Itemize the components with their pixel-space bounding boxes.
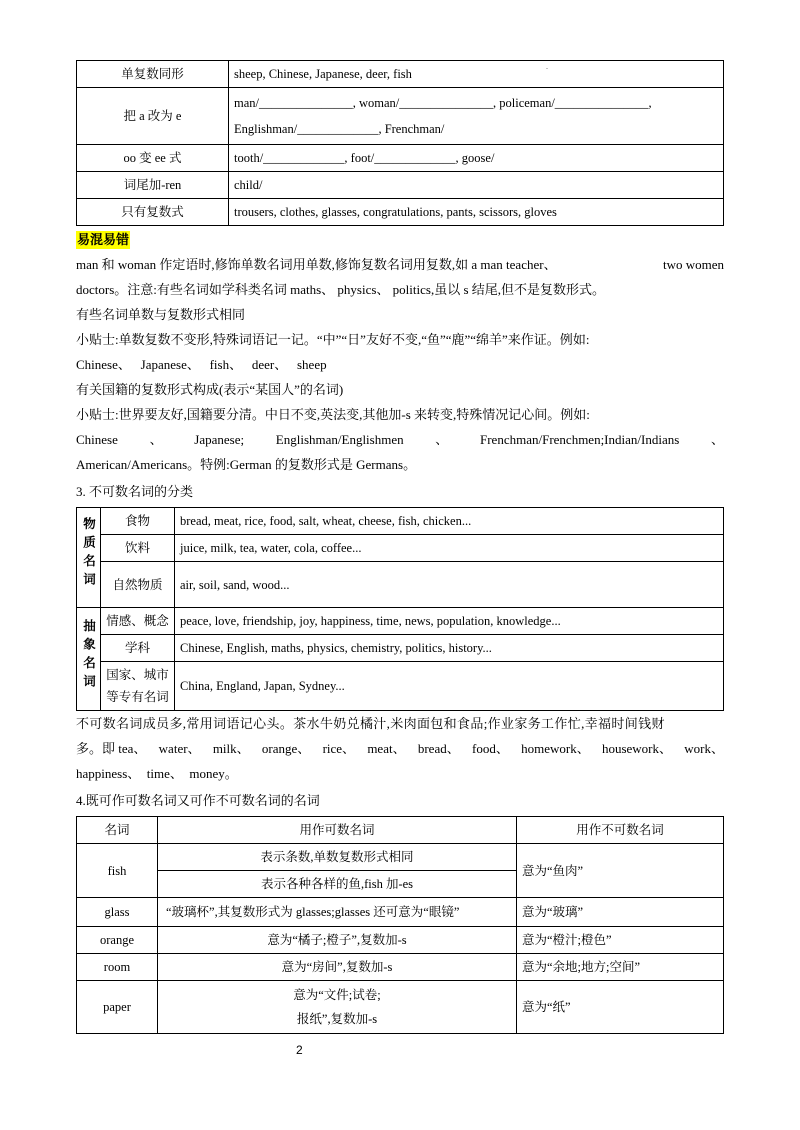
countable-cell: “玻璃杯”,其复数形式为 glasses;glasses 还可意为“眼镜” <box>158 898 517 927</box>
paragraph: American/Americans。特例:German 的复数形式是 Germans。 <box>76 457 417 472</box>
word: meat、 <box>367 741 406 756</box>
paragraph: doctors。注意:有些名词如学科类名词 maths、 physics、 politics,虽以 s 结尾,但不是复数形式。 <box>76 282 606 297</box>
table-row <box>77 88 724 145</box>
category-label: 饮料 <box>101 535 175 562</box>
group-label <box>77 508 101 608</box>
paragraph <box>76 427 724 452</box>
word: Chinese <box>76 432 118 447</box>
rule-label: oo 变 ee 式 <box>77 145 229 172</box>
word: work、 <box>684 741 724 756</box>
paragraph: 不可数名词成员多,常用词语记心头。茶水牛奶兑橘汁,米肉面包和食品;作业家务工作忙,幸福时间钱财 <box>76 716 665 731</box>
noun-cell: room <box>77 954 158 981</box>
countable-line: 意为“文件;试卷; <box>293 988 381 1002</box>
table-row <box>77 535 724 562</box>
table-row <box>77 608 724 635</box>
table-header-row <box>77 817 724 844</box>
countable-line: 报纸”,复数加-s <box>296 1012 378 1026</box>
word: Englishman/Englishmen <box>275 432 404 447</box>
noun-cell: paper <box>77 981 158 1034</box>
word: fish、 <box>209 357 243 372</box>
column-header: 用作不可数名词 <box>517 817 724 844</box>
table-row <box>77 954 724 981</box>
word: 、 <box>149 432 163 447</box>
document-page <box>76 60 724 1034</box>
top-mark: . <box>546 62 548 71</box>
countable-cell: 意为“房间”,复数加-s <box>158 954 517 981</box>
section-title: 4.既可作可数名词又可作不可数名词的名词 <box>76 793 320 808</box>
word: rice、 <box>322 741 356 756</box>
category-content: China, England, Japan, Sydney... <box>175 662 724 711</box>
category-content: peace, love, friendship, joy, happiness, time, news, population, knowledge... <box>175 608 724 635</box>
rule-label: 只有复数式 <box>77 199 229 226</box>
paragraph: 有关国籍的复数形式构成(表示“某国人”的名词) <box>76 382 344 397</box>
category-content: juice, milk, tea, water, cola, coffee... <box>175 535 724 562</box>
uncountable-cell: 意为“玻璃” <box>517 898 724 927</box>
category-label: 国家、城市等专有名词 <box>101 662 175 711</box>
group-label-text: 物质名词 <box>81 517 96 591</box>
word: bread、 <box>417 741 460 756</box>
category-label: 情感、概念 <box>101 608 175 635</box>
countable-cell: 表示各种各样的鱼,fish 加-es <box>158 871 517 898</box>
category-content: Chinese, English, maths, physics, chemistry, politics, history... <box>175 635 724 662</box>
word: deer、 <box>251 357 288 372</box>
word: sheep <box>296 357 327 372</box>
table-row <box>77 508 724 535</box>
rule-label: 把 a 改为 e <box>77 88 229 145</box>
uncountable-cell: 意为“橙汁;橙色” <box>517 927 724 954</box>
table-row <box>77 61 724 88</box>
group-label-text: 抽象名词 <box>81 618 96 693</box>
paragraph: happiness、 time、 money。 <box>76 766 238 781</box>
word: Japanese、 <box>140 357 200 372</box>
paragraph <box>76 352 724 377</box>
table-row <box>77 981 724 1034</box>
word: Chinese、 <box>76 357 131 372</box>
noun-cell: orange <box>77 927 158 954</box>
noun-cell: fish <box>77 844 158 898</box>
word: 、 <box>710 432 724 447</box>
text-span: two women <box>662 257 724 272</box>
rule-label: 单复数同形 <box>77 61 229 88</box>
section-title: 3. 不可数名词的分类 <box>76 484 194 499</box>
word: Japanese; <box>194 432 245 447</box>
paragraph: 小贴士:单数复数不变形,特殊词语记一记。“中”“日”友好不变,“鱼”“鹿”“绵羊”来作证。例如: <box>76 332 590 347</box>
page-number: 2 <box>296 1043 303 1057</box>
rule-content <box>229 88 724 145</box>
column-header: 用作可数名词 <box>158 817 517 844</box>
rule-content: sheep, Chinese, Japanese, deer, fish <box>229 61 724 88</box>
rule-content: child/ <box>229 172 724 199</box>
uncountable-cell: 意为“鱼肉” <box>517 844 724 898</box>
category-content: bread, meat, rice, food, salt, wheat, cheese, fish, chicken... <box>175 508 724 535</box>
countable-cell: 表示条数,单数复数形式相同 <box>158 844 517 871</box>
table-row <box>77 562 724 608</box>
category-content: air, soil, sand, wood... <box>175 562 724 608</box>
table-row <box>77 662 724 711</box>
word: Frenchman/Frenchmen;Indian/Indians <box>480 432 680 447</box>
rule-content: tooth/_____________, foot/_____________, goose/ <box>229 145 724 172</box>
paragraph: 小贴士:世界要友好,国籍要分清。中日不变,英法变,其他加-s 来转变,特殊情况记心间。例如: <box>76 407 590 422</box>
category-label: 学科 <box>101 635 175 662</box>
text-span: man 和 woman 作定语时,修饰单数名词用单数,修饰复数名词用复数,如 a man teacher、 <box>76 257 557 272</box>
word: 、 <box>435 432 449 447</box>
dual-nouns-table <box>76 816 724 1034</box>
plural-rules-table <box>76 60 724 226</box>
word: milk、 <box>212 741 250 756</box>
word: water、 <box>158 741 201 756</box>
word: food、 <box>471 741 509 756</box>
countable-cell <box>158 981 517 1034</box>
paragraph <box>76 252 724 277</box>
rule-content-line: Englishman/_____________, Frenchman/ <box>234 122 445 136</box>
rule-content: trousers, clothes, glasses, congratulations, pants, scissors, gloves <box>229 199 724 226</box>
uncountable-cell: 意为“纸” <box>517 981 724 1034</box>
paragraph <box>76 736 724 761</box>
uncountable-cell: 意为“余地;地方;空间” <box>517 954 724 981</box>
table-row <box>77 898 724 927</box>
word: orange、 <box>261 741 311 756</box>
uncountable-table <box>76 507 724 711</box>
category-label: 食物 <box>101 508 175 535</box>
paragraph: 有些名词单数与复数形式相同 <box>76 307 246 322</box>
rule-label: 词尾加-ren <box>77 172 229 199</box>
countable-cell: 意为“橘子;橙子”,复数加-s <box>158 927 517 954</box>
table-row <box>77 199 724 226</box>
rule-content-line: man/_______________, woman/_______________, policeman/_______________, <box>234 96 652 110</box>
group-label <box>77 608 101 711</box>
table-row <box>77 927 724 954</box>
word: 多。即 tea、 <box>76 741 147 756</box>
noun-cell: glass <box>77 898 158 927</box>
table-row <box>77 172 724 199</box>
table-row <box>77 844 724 871</box>
category-label: 自然物质 <box>101 562 175 608</box>
column-header: 名词 <box>77 817 158 844</box>
word: housework、 <box>601 741 673 756</box>
word: homework、 <box>521 741 590 756</box>
table-row <box>77 635 724 662</box>
confusing-heading: 易混易错 <box>77 232 130 247</box>
table-row <box>77 145 724 172</box>
